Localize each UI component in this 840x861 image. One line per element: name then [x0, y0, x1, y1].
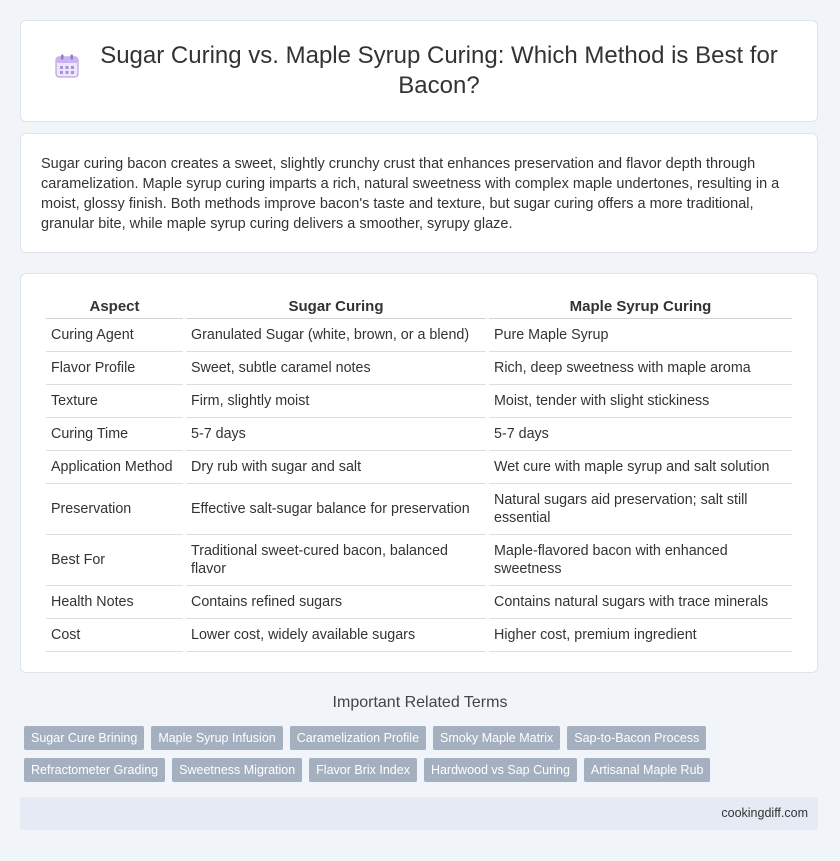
page-title: Sugar Curing vs. Maple Syrup Curing: Which Method is Best for Bacon?	[100, 42, 778, 99]
table-row	[46, 385, 792, 418]
comparison-table	[43, 292, 795, 652]
table-cell-maple: Higher cost, premium ingredient	[489, 619, 792, 652]
tag-maple-syrup-infusion[interactable]: Maple Syrup Infusion	[151, 726, 282, 750]
header-aspect: Aspect	[46, 292, 183, 319]
table-cell-sugar: Granulated Sugar (white, brown, or a blend)	[186, 319, 486, 352]
intro-card	[20, 133, 818, 253]
title-wrap	[49, 41, 789, 101]
header-maple-syrup-curing: Maple Syrup Curing	[489, 292, 792, 319]
table-cell-maple: Contains natural sugars with trace minerals	[489, 586, 792, 619]
tag-sap-to-bacon-process[interactable]: Sap-to-Bacon Process	[567, 726, 706, 750]
calendar-icon	[54, 53, 80, 79]
tag-sweetness-migration[interactable]: Sweetness Migration	[172, 758, 302, 782]
table-cell-maple: Pure Maple Syrup	[489, 319, 792, 352]
tag-smoky-maple-matrix[interactable]: Smoky Maple Matrix	[433, 726, 560, 750]
intro-text: Sugar curing bacon creates a sweet, slightly crunchy crust that enhances preservation and flavor depth through caramelization. Maple syrup curing imparts a rich, natural sweetness with complex maple undertones, resulting in a moist, glossy finish. Both methods improve bacon's taste and texture, but sugar curing offers a more traditional, granular bite, while maple syrup curing delivers a smoother, syrupy glaze.	[41, 156, 780, 232]
table-cell-aspect: Preservation	[46, 484, 183, 535]
table-cell-maple: 5-7 days	[489, 418, 792, 451]
related-terms-title: Important Related Terms	[332, 694, 508, 711]
table-cell-maple: Wet cure with maple syrup and salt solution	[489, 451, 792, 484]
table-row	[46, 319, 792, 352]
table-row	[46, 586, 792, 619]
table-row	[46, 619, 792, 652]
table-cell-sugar: Firm, slightly moist	[186, 385, 486, 418]
table-row	[46, 484, 792, 535]
tag-hardwood-vs-sap-curing[interactable]: Hardwood vs Sap Curing	[424, 758, 577, 782]
tag-flavor-brix-index[interactable]: Flavor Brix Index	[309, 758, 417, 782]
table-row	[46, 535, 792, 586]
tag-artisanal-maple-rub[interactable]: Artisanal Maple Rub	[584, 758, 711, 782]
table-cell-aspect: Cost	[46, 619, 183, 652]
header-sugar-curing: Sugar Curing	[186, 292, 486, 319]
table-header-row	[46, 292, 792, 319]
table-cell-sugar: Contains refined sugars	[186, 586, 486, 619]
table-cell-aspect: Texture	[46, 385, 183, 418]
footer-site-link[interactable]: cookingdiff.com	[721, 806, 808, 820]
table-cell-aspect: Flavor Profile	[46, 352, 183, 385]
table-cell-sugar: Effective salt-sugar balance for preservation	[186, 484, 486, 535]
table-cell-sugar: 5-7 days	[186, 418, 486, 451]
footer	[20, 797, 818, 830]
tag-sugar-cure-brining[interactable]: Sugar Cure Brining	[24, 726, 144, 750]
table-cell-aspect: Best For	[46, 535, 183, 586]
table-cell-maple: Moist, tender with slight stickiness	[489, 385, 792, 418]
table-cell-maple: Rich, deep sweetness with maple aroma	[489, 352, 792, 385]
table-row	[46, 451, 792, 484]
table-cell-maple: Maple-flavored bacon with enhanced sweetness	[489, 535, 792, 586]
tag-caramelization-profile[interactable]: Caramelization Profile	[290, 726, 426, 750]
table-cell-aspect: Curing Agent	[46, 319, 183, 352]
table-cell-sugar: Dry rub with sugar and salt	[186, 451, 486, 484]
tag-row-1	[24, 726, 804, 750]
tag-row-2	[24, 758, 804, 782]
tag-refractometer-grading[interactable]: Refractometer Grading	[24, 758, 165, 782]
comparison-table-card	[20, 273, 818, 673]
table-cell-maple: Natural sugars aid preservation; salt still essential	[489, 484, 792, 535]
table-cell-aspect: Application Method	[46, 451, 183, 484]
related-terms-tags	[24, 726, 804, 790]
title-card	[20, 20, 818, 122]
table-cell-sugar: Lower cost, widely available sugars	[186, 619, 486, 652]
table-cell-aspect: Curing Time	[46, 418, 183, 451]
table-row	[46, 352, 792, 385]
table-cell-sugar: Traditional sweet-cured bacon, balanced flavor	[186, 535, 486, 586]
table-row	[46, 418, 792, 451]
table-cell-aspect: Health Notes	[46, 586, 183, 619]
table-cell-sugar: Sweet, subtle caramel notes	[186, 352, 486, 385]
